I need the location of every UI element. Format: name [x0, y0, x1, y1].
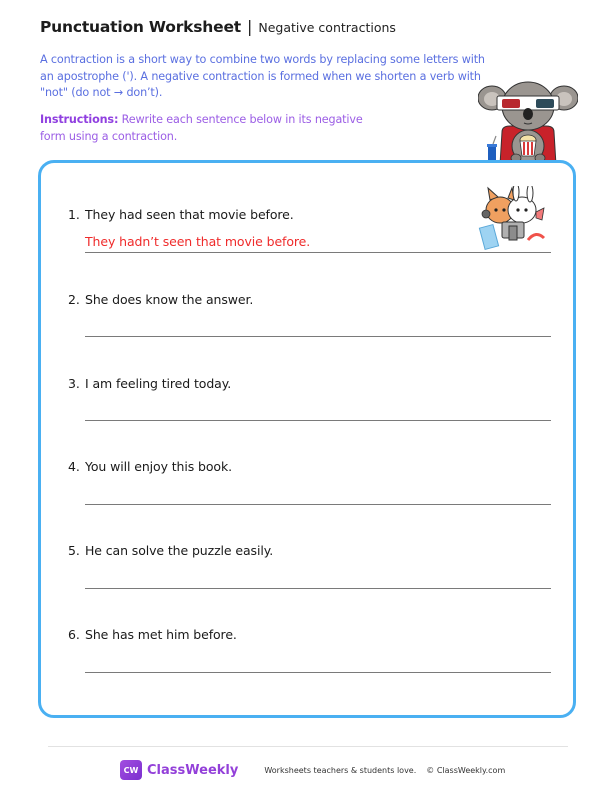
worksheet-title: Punctuation Worksheet: [40, 18, 241, 36]
question-sentence: They had seen that movie before.: [85, 207, 294, 222]
question-number: 6.: [68, 627, 80, 642]
question-number: 2.: [68, 292, 80, 307]
answer-line-6[interactable]: [85, 672, 551, 673]
question-number: 4.: [68, 459, 80, 474]
question-6: [68, 627, 237, 642]
intro-paragraph: A contraction is a short way to combine two words by replacing some letters with an apostrophe ('). A negative contraction is formed when we shorten a verb with "not" (do not → don’t).: [40, 53, 485, 99]
footer: [120, 760, 505, 780]
question-sentence: You will enjoy this book.: [85, 459, 232, 474]
question-sentence: She has met him before.: [85, 627, 237, 642]
instructions-paragraph: [40, 112, 380, 145]
question-sentence: He can solve the puzzle easily.: [85, 543, 274, 558]
answer-1-example: They hadn’t seen that movie before.: [85, 234, 311, 249]
footer-copyright: © ClassWeekly.com: [426, 765, 506, 775]
fox-bunny-movie-illustration-icon: [478, 186, 550, 252]
footer-tagline: Worksheets teachers & students love.: [264, 765, 417, 775]
title-separator: |: [246, 17, 253, 36]
instructions-text: Rewrite each sentence below in its negative form using a contraction.: [40, 113, 363, 143]
instructions-label: Instructions:: [40, 113, 119, 126]
koala-illustration-icon: [478, 70, 578, 170]
question-1: [68, 207, 294, 222]
worksheet-subtitle: Negative contractions: [258, 20, 396, 35]
question-2: [68, 292, 253, 307]
answer-line-3[interactable]: [85, 420, 551, 421]
answer-line-2[interactable]: [85, 336, 551, 337]
question-3: [68, 376, 231, 391]
question-5: [68, 543, 273, 558]
answer-line-1[interactable]: [85, 252, 551, 253]
worksheet-header: [40, 17, 396, 36]
question-sentence: She does know the answer.: [85, 292, 254, 307]
brand-name: ClassWeekly: [147, 762, 239, 778]
answer-line-4[interactable]: [85, 504, 551, 505]
question-sentence: I am feeling tired today.: [85, 376, 232, 391]
answer-line-5[interactable]: [85, 588, 551, 589]
question-4: [68, 459, 232, 474]
question-number: 1.: [68, 207, 80, 222]
classweekly-logo-icon: CW: [120, 760, 142, 780]
question-number: 5.: [68, 543, 80, 558]
footer-divider: [48, 746, 568, 747]
question-number: 3.: [68, 376, 80, 391]
